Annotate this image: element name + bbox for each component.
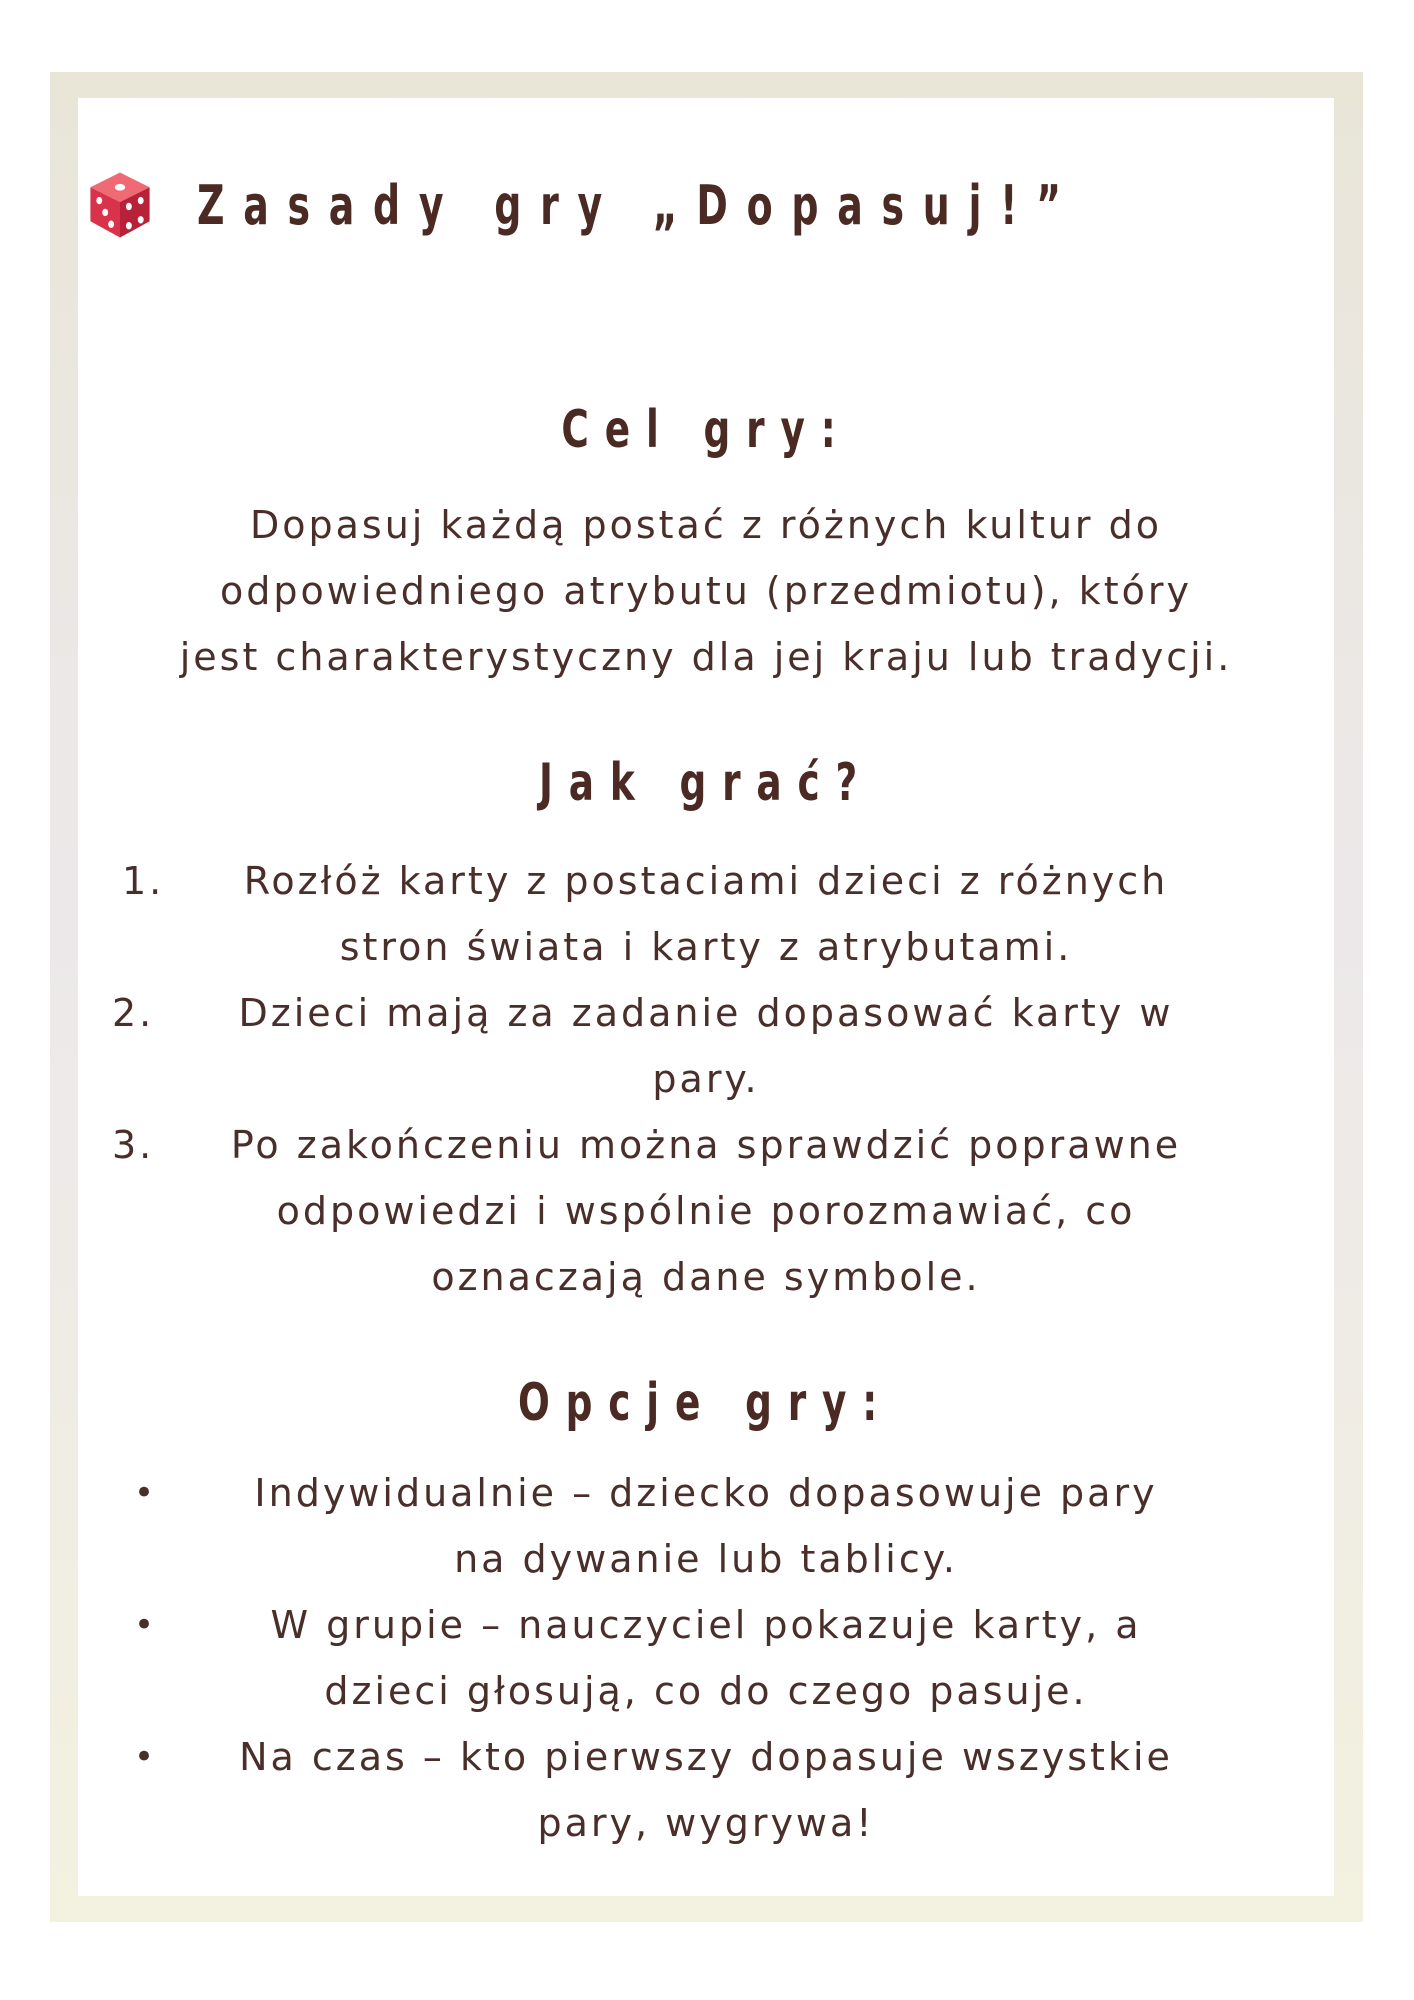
bullet: •: [134, 1605, 158, 1645]
goal-line: jest charakterystyczny dla jej kraju lub tradycji.: [179, 635, 1233, 679]
list-item-line: oznaczają dane symbole.: [431, 1255, 981, 1299]
list-item-line: pary.: [652, 1057, 760, 1101]
list-item: [78, 1592, 1334, 1724]
list-number: 2.: [112, 991, 155, 1035]
page-title: Zasady gry „Dopasuj!”: [197, 173, 1080, 237]
bullet: •: [134, 1737, 158, 1777]
section-heading-how: Jak grać?: [538, 753, 874, 813]
goal-paragraph: [78, 492, 1334, 690]
list-item-line: Na czas – kto pierwszy dopasuje wszystkie: [239, 1735, 1173, 1779]
list-item: [78, 848, 1334, 980]
list-item-line: dzieci głosują, co do czego pasuje.: [324, 1669, 1088, 1713]
section-heading-goal: Cel gry:: [560, 400, 852, 460]
list-item-line: Indywidualnie – dziecko dopasowuje pary: [254, 1471, 1158, 1515]
goal-line: Dopasuj każdą postać z różnych kultur do: [250, 503, 1162, 547]
list-item: [78, 1112, 1334, 1310]
list-item-line: Dzieci mają za zadanie dopasować karty w: [238, 991, 1174, 1035]
list-item-line: stron świata i karty z atrybutami.: [339, 925, 1073, 969]
list-item-line: Rozłóż karty z postaciami dzieci z różnych: [243, 859, 1169, 903]
list-item: [78, 1460, 1334, 1592]
list-item-line: W grupie – nauczyciel pokazuje karty, a: [270, 1603, 1142, 1647]
dice-icon: [83, 168, 157, 242]
goal-line: odpowiedniego atrybutu (przedmiotu), który: [220, 569, 1192, 613]
list-item-line: pary, wygrywa!: [537, 1801, 875, 1845]
bullet: •: [134, 1473, 158, 1513]
list-item: [78, 980, 1334, 1112]
title-row: [78, 168, 1334, 242]
list-item-line: Po zakończeniu można sprawdzić poprawne: [230, 1123, 1182, 1167]
list-number: 1.: [122, 859, 165, 903]
list-number: 3.: [112, 1123, 155, 1167]
section-heading-options: Opcje gry:: [518, 1373, 894, 1433]
list-item-line: na dywanie lub tablicy.: [454, 1537, 958, 1581]
list-item-line: odpowiedzi i wspólnie porozmawiać, co: [276, 1189, 1136, 1233]
rules-card: [78, 98, 1334, 1896]
list-item: [78, 1724, 1334, 1856]
